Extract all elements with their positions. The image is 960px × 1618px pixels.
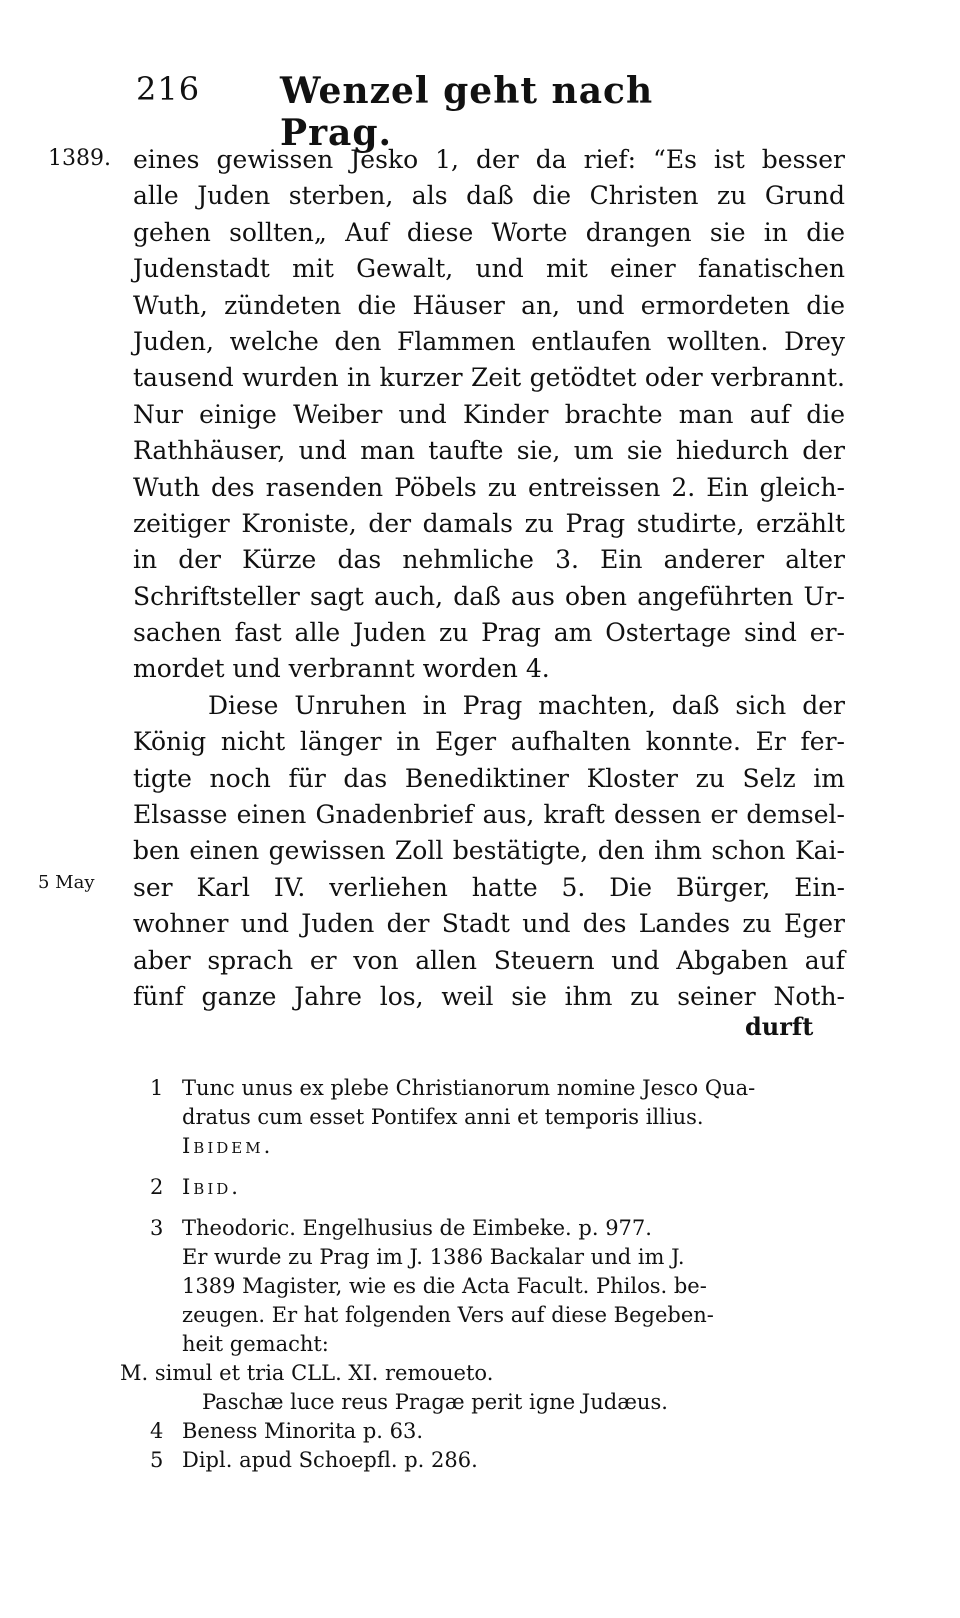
margin-year: 1389. [48,146,111,171]
body-line: Wuth, zündeten die Häuser an, und ermordeten die [133,290,845,320]
footnote-text: Dipl. apud Schoepfl. p. 286. [182,1448,478,1472]
footnote-text: Beness Minorita p. 63. [182,1419,424,1443]
body-line: mordet und verbrannt worden 4. [133,654,550,684]
body-line: tigte noch für das Benediktiner Kloster zu Selz im [133,763,845,793]
footnote-3 [120,1214,840,1243]
body-line: Schriftsteller sagt auch, daß aus oben angeführten Ur- [133,581,845,611]
body-line: Nur einige Weiber und Kinder brachte man auf die [133,399,845,429]
body-line: alle Juden sterben, als daß die Christen zu Grund [133,181,845,211]
footnote-1 [120,1074,840,1103]
body-line: König nicht länger in Eger aufhalten konnte. Er fer- [133,727,845,757]
footnote-text: heit gemacht: [182,1332,329,1356]
body-line: tausend wurden in kurzer Zeit getödtet oder verbrannt. [133,363,845,393]
footnote-marker: 2 [150,1175,164,1199]
body-line: ben einen gewissen Zoll bestätigte, den ihm schon Kai- [133,836,845,866]
page-number: 216 [136,70,201,108]
footnote-text: Ibid. [182,1175,241,1199]
footnote-text: Theodoric. Engelhusius de Eimbeke. p. 977. [182,1216,652,1240]
footnote-text: 1389 Magister, wie es die Acta Facult. Philos. be- [182,1274,707,1298]
footnote-marker: 3 [150,1216,164,1240]
footnote-text: Ibidem. [182,1134,274,1158]
body-line: Wuth des rasenden Pöbels zu entreissen 2. Ein gleich- [133,472,845,502]
body-line: aber sprach er von allen Steuern und Abgaben auf [133,945,845,975]
footnote-marker: 1 [150,1076,164,1100]
body-line: wohner und Juden der Stadt und des Landes zu Eger [133,909,845,939]
footnotes [120,1074,840,1475]
footnote-2 [120,1173,840,1202]
body-line: eines gewissen Jesko 1, der da rief: “Es ist besser [133,145,845,174]
footnote-text: dratus cum esset Pontifex anni et temporis illius. [182,1105,704,1129]
body-line: fünf ganze Jahre los, weil sie ihm zu seiner Noth- [133,981,845,1011]
body-line: Judenstadt mit Gewalt, und mit einer fanatischen [133,254,845,284]
footnote-marker: 5 [150,1448,164,1472]
footnote-verse: M. simul et tria CLL. XI. remoueto. [120,1361,494,1385]
footnote-marker: 4 [150,1419,164,1443]
footnote-text: Tunc unus ex plebe Christianorum nomine Jesco Qua- [182,1076,756,1100]
page-header [130,70,700,154]
body-line: in der Kürze das nehmliche 3. Ein anderer alter [133,545,845,575]
body-line: sachen fast alle Juden zu Prag am Ostertage sind er- [133,618,845,648]
margin-date: 5 May [38,872,95,893]
body-line: gehen sollten„ Auf diese Worte drangen sie in die [133,217,845,247]
body-line: Diese Unruhen in Prag machten, daß sich der [208,690,845,720]
body-line: Elsasse einen Gnadenbrief aus, kraft dessen er demsel- [133,800,845,830]
footnote-4 [120,1417,840,1446]
footnote-5 [120,1446,840,1475]
running-title: Wenzel geht nach Prag. [280,70,654,154]
body-line: Juden, welche den Flammen entlaufen wollten. Drey [133,326,845,356]
body-text [133,142,845,1015]
body-line: Rathhäuser, und man taufte sie, um sie hiedurch der [133,436,845,466]
footnote-text: zeugen. Er hat folgenden Vers auf diese Begeben- [182,1303,714,1327]
catchword: durft [745,1012,814,1041]
footnote-text: Er wurde zu Prag im J. 1386 Backalar und im J. [182,1245,685,1269]
footnote-verse: Paschæ luce reus Pragæ perit igne Judæus. [202,1390,668,1414]
body-line: ser Karl IV. verliehen hatte 5. Die Bürger, Ein- [133,872,845,902]
body-line: zeitiger Kroniste, der damals zu Prag studirte, erzählt [133,508,845,538]
